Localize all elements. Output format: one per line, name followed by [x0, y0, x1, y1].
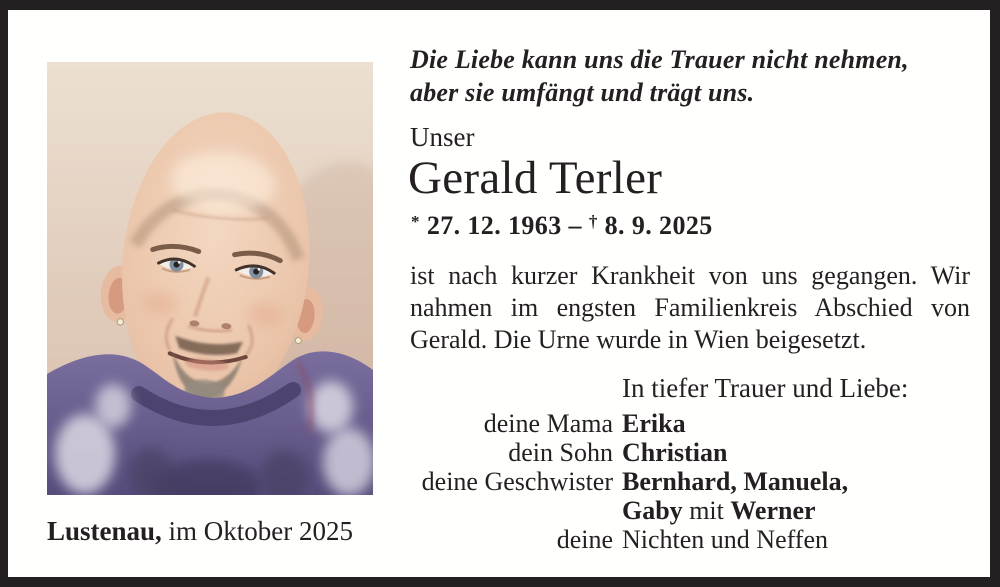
right-earring	[295, 337, 302, 344]
sibling-name: Gaby	[622, 496, 683, 525]
birth-date: 27. 12. 1963	[426, 211, 562, 240]
mourner-name: Erika	[622, 409, 686, 438]
notice-card	[8, 10, 990, 577]
intro-word: Unser	[410, 122, 475, 152]
connector-word: mit	[689, 496, 724, 525]
portrait-illustration	[47, 62, 373, 495]
mourner-name: Christian	[622, 438, 728, 467]
mourning-header: In tiefer Trauer und Liebe:	[622, 373, 909, 403]
memorial-quote	[410, 43, 970, 109]
mourner-relation: deine	[556, 525, 613, 554]
notice-month-year: im Oktober 2025	[168, 516, 354, 546]
quote-line-2: aber sie umfängt und trägt uns.	[410, 78, 755, 107]
siblings-line-1: Bernhard, Manuela,	[622, 467, 849, 496]
partner-name: Werner	[730, 496, 816, 525]
mourner-relation: dein Sohn	[508, 438, 613, 467]
life-dates	[411, 211, 713, 241]
place-date-line	[47, 515, 353, 547]
announcement-text: ist nach kurzer Krankheit von uns gegangen. Wir nahmen im engsten Familienkreis Abschied von Gerald. Die Urne wurde in Wien beigesetzt.	[410, 261, 970, 354]
mourners-list	[410, 409, 972, 554]
quote-line-1: Die Liebe kann uns die Trauer nicht nehmen,	[410, 45, 909, 74]
mourner-relation: deine Mama	[483, 409, 613, 438]
death-cross-symbol: †	[588, 212, 598, 231]
dates-separator: –	[568, 211, 582, 240]
mourner-relation: deine Geschwister	[421, 467, 613, 496]
portrait-photo	[47, 62, 373, 495]
mourner-name-regular: Nichten und Neffen	[622, 525, 829, 554]
left-earring	[117, 318, 124, 325]
mourner-names-siblings	[622, 467, 972, 525]
mourning-block	[410, 373, 972, 554]
death-date: 8. 9. 2025	[604, 211, 713, 240]
siblings-line-2	[622, 496, 972, 525]
place-name: Lustenau,	[47, 516, 162, 546]
deceased-name: Gerald Terler	[408, 152, 663, 204]
birth-star-symbol: *	[411, 212, 420, 231]
